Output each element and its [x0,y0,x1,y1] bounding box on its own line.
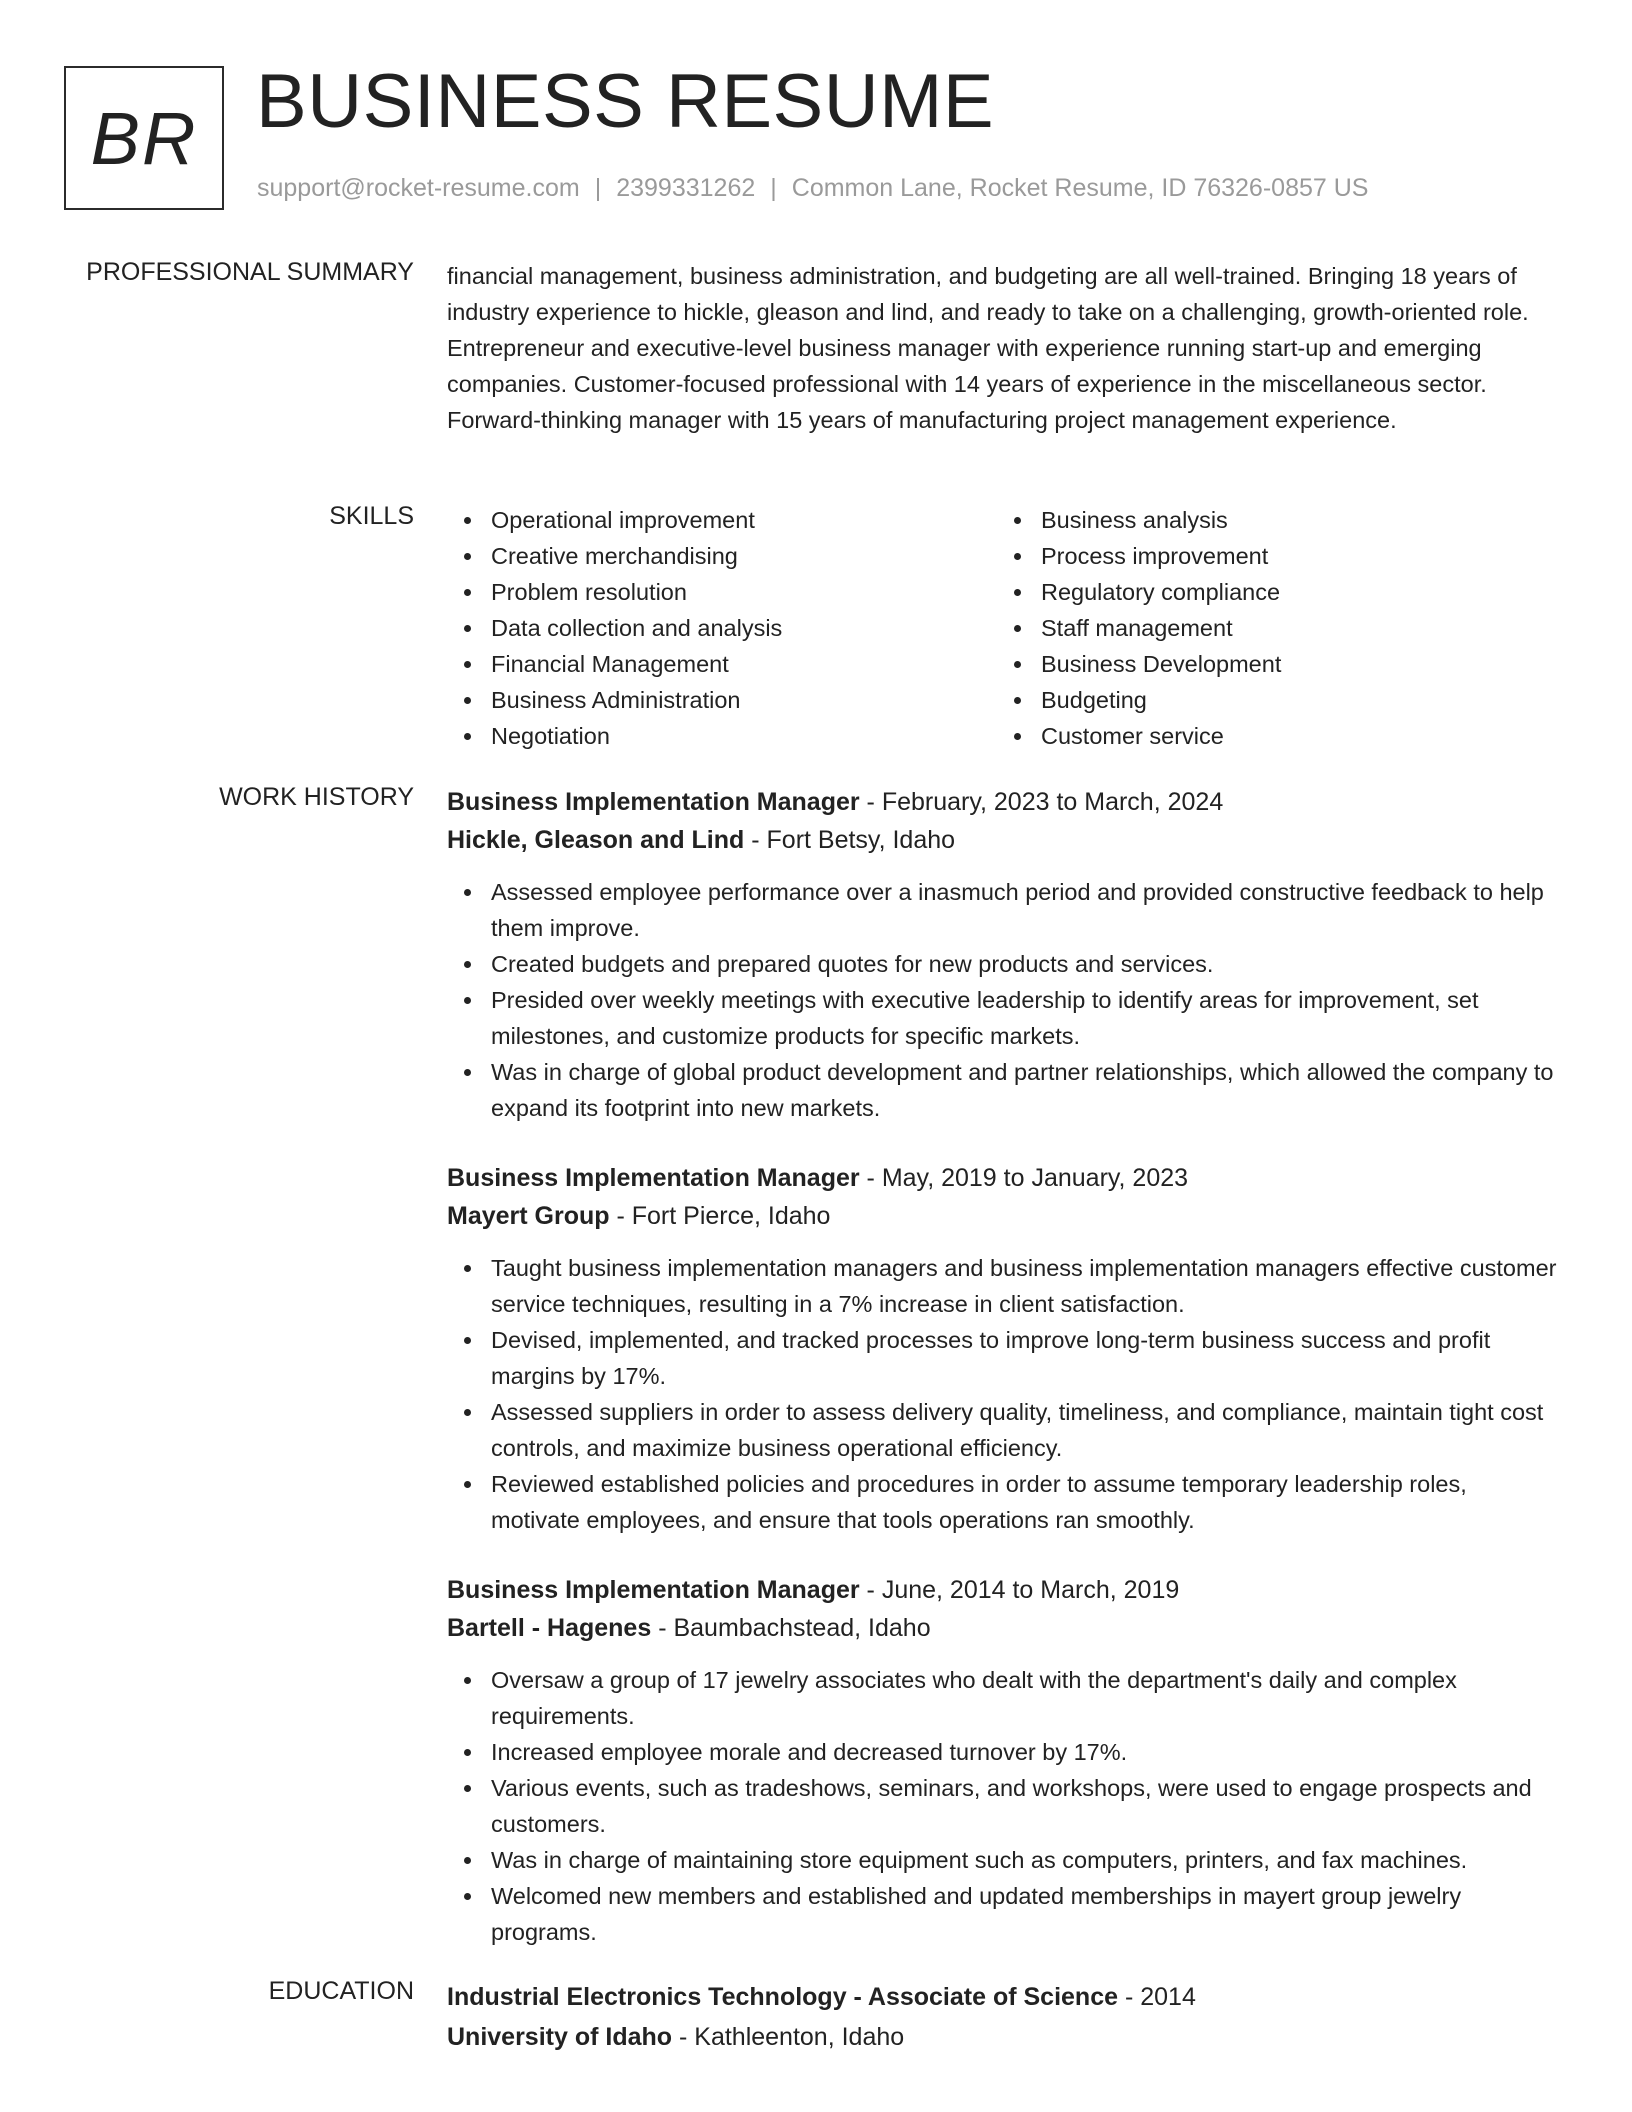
job-company-line [447,821,1562,859]
job-dates: - June, 2014 to March, 2019 [859,1576,1180,1604]
monogram-logo: BR [64,66,224,210]
job-company-line [447,1609,1562,1647]
contact-separator: | [594,174,602,202]
job-company: Mayert Group [447,1202,610,1230]
job-bullet: Oversaw a group of 17 jewelry associates who dealt with the department's daily and complex requirements. [447,1662,1562,1734]
job-title-line [447,783,1562,821]
skill-item: Process improvement [997,538,1547,574]
education-degree-line [447,1977,1562,2017]
contact-phone: 2399331262 [616,174,756,202]
skill-item: Creative merchandising [447,538,997,574]
resume-title: BUSINESS RESUME [256,59,995,144]
section-heading: SKILLS [329,502,414,530]
education-section [0,1977,1632,2057]
job-company-line [447,1197,1562,1235]
skills-list-left [447,502,997,754]
job-entry [447,783,1562,1126]
job-dates: - February, 2023 to March, 2024 [859,788,1224,816]
job-title: Business Implementation Manager [447,1576,860,1604]
job-company: Hickle, Gleason and Lind [447,826,745,854]
job-title: Business Implementation Manager [447,1164,860,1192]
skills-list-right [997,502,1547,754]
job-bullets [447,874,1562,1126]
job-location: - Fort Pierce, Idaho [609,1202,831,1230]
job-location: - Fort Betsy, Idaho [744,826,956,854]
job-bullets [447,1662,1562,1950]
skill-item: Budgeting [997,682,1547,718]
contact-address: Common Lane, Rocket Resume, ID 76326-0857 US [791,174,1369,202]
skill-item: Staff management [997,610,1547,646]
professional-summary-section [0,258,1632,506]
job-bullet: Assessed employee performance over a inasmuch period and provided constructive feedback to help them improve. [447,874,1562,946]
skill-item: Regulatory compliance [997,574,1547,610]
skill-item: Business Administration [447,682,997,718]
job-location: - Baumbachstead, Idaho [651,1614,931,1642]
job-bullet: Presided over weekly meetings with executive leadership to identify areas for improvement, set milestones, and customize products for specific markets. [447,982,1562,1054]
job-dates: - May, 2019 to January, 2023 [859,1164,1189,1192]
education-school-line [447,2017,1562,2057]
section-heading: WORK HISTORY [219,783,414,811]
education-year: - 2014 [1118,1983,1196,2011]
skill-item: Negotiation [447,718,997,754]
skill-item: Problem resolution [447,574,997,610]
job-bullets [447,1250,1562,1538]
job-bullet: Was in charge of global product development and partner relationships, which allowed the company to expand its footprint into new markets. [447,1054,1562,1126]
education-school: University of Idaho [447,2023,673,2051]
job-bullet: Various events, such as tradeshows, seminars, and workshops, were used to engage prospects and customers. [447,1770,1562,1842]
summary-text: financial management, business administration, and budgeting are all well-trained. Bringing 18 years of industry experience to hickle, gleason and lind, and ready to take on a challenging, growth-oriented role. Entrepreneur and executive-level business manager with experience running start-up and emerging companies. Customer-focused professional with 14 years of experience in the miscellaneous sector. Forward-thinking manager with 15 years of manufacturing project management experience. [447,263,1529,433]
skill-item: Data collection and analysis [447,610,997,646]
section-heading: EDUCATION [268,1977,414,2005]
job-title: Business Implementation Manager [447,788,860,816]
resume-content [0,258,1632,2057]
job-bullet: Was in charge of maintaining store equipment such as computers, printers, and fax machines. [447,1842,1562,1878]
job-bullet: Reviewed established policies and procedures in order to assume temporary leadership roles, motivate employees, and ensure that tools operations ran smoothly. [447,1466,1562,1538]
section-heading: PROFESSIONAL SUMMARY [86,258,414,286]
contact-email: support@rocket-resume.com [257,174,580,202]
education-degree: Industrial Electronics Technology - Associate of Science [447,1983,1119,2011]
job-title-line [447,1571,1562,1609]
job-bullet: Welcomed new members and established and updated memberships in mayert group jewelry programs. [447,1878,1562,1950]
skills-section [0,502,1632,789]
job-bullet: Taught business implementation managers and business implementation managers effective customer service techniques, resulting in a 7% increase in client satisfaction. [447,1250,1562,1322]
contact-line [257,174,1368,203]
skill-item: Business analysis [997,502,1547,538]
job-bullet: Increased employee morale and decreased turnover by 17%. [447,1734,1562,1770]
skill-item: Financial Management [447,646,997,682]
job-bullet: Created budgets and prepared quotes for new products and services. [447,946,1562,982]
job-title-line [447,1159,1562,1197]
contact-separator: | [770,174,777,202]
work-history-section [0,783,1632,1950]
job-entry [447,1571,1562,1950]
education-location: - Kathleenton, Idaho [672,2023,905,2051]
job-bullet: Assessed suppliers in order to assess delivery quality, timeliness, and compliance, maintain tight cost controls, and maximize business operational efficiency. [447,1394,1562,1466]
skill-item: Business Development [997,646,1547,682]
skill-item: Customer service [997,718,1547,754]
skill-item: Operational improvement [447,502,997,538]
job-bullet: Devised, implemented, and tracked processes to improve long-term business success and profit margins by 17%. [447,1322,1562,1394]
job-entry [447,1159,1562,1538]
job-company: Bartell - Hagenes [447,1614,652,1642]
